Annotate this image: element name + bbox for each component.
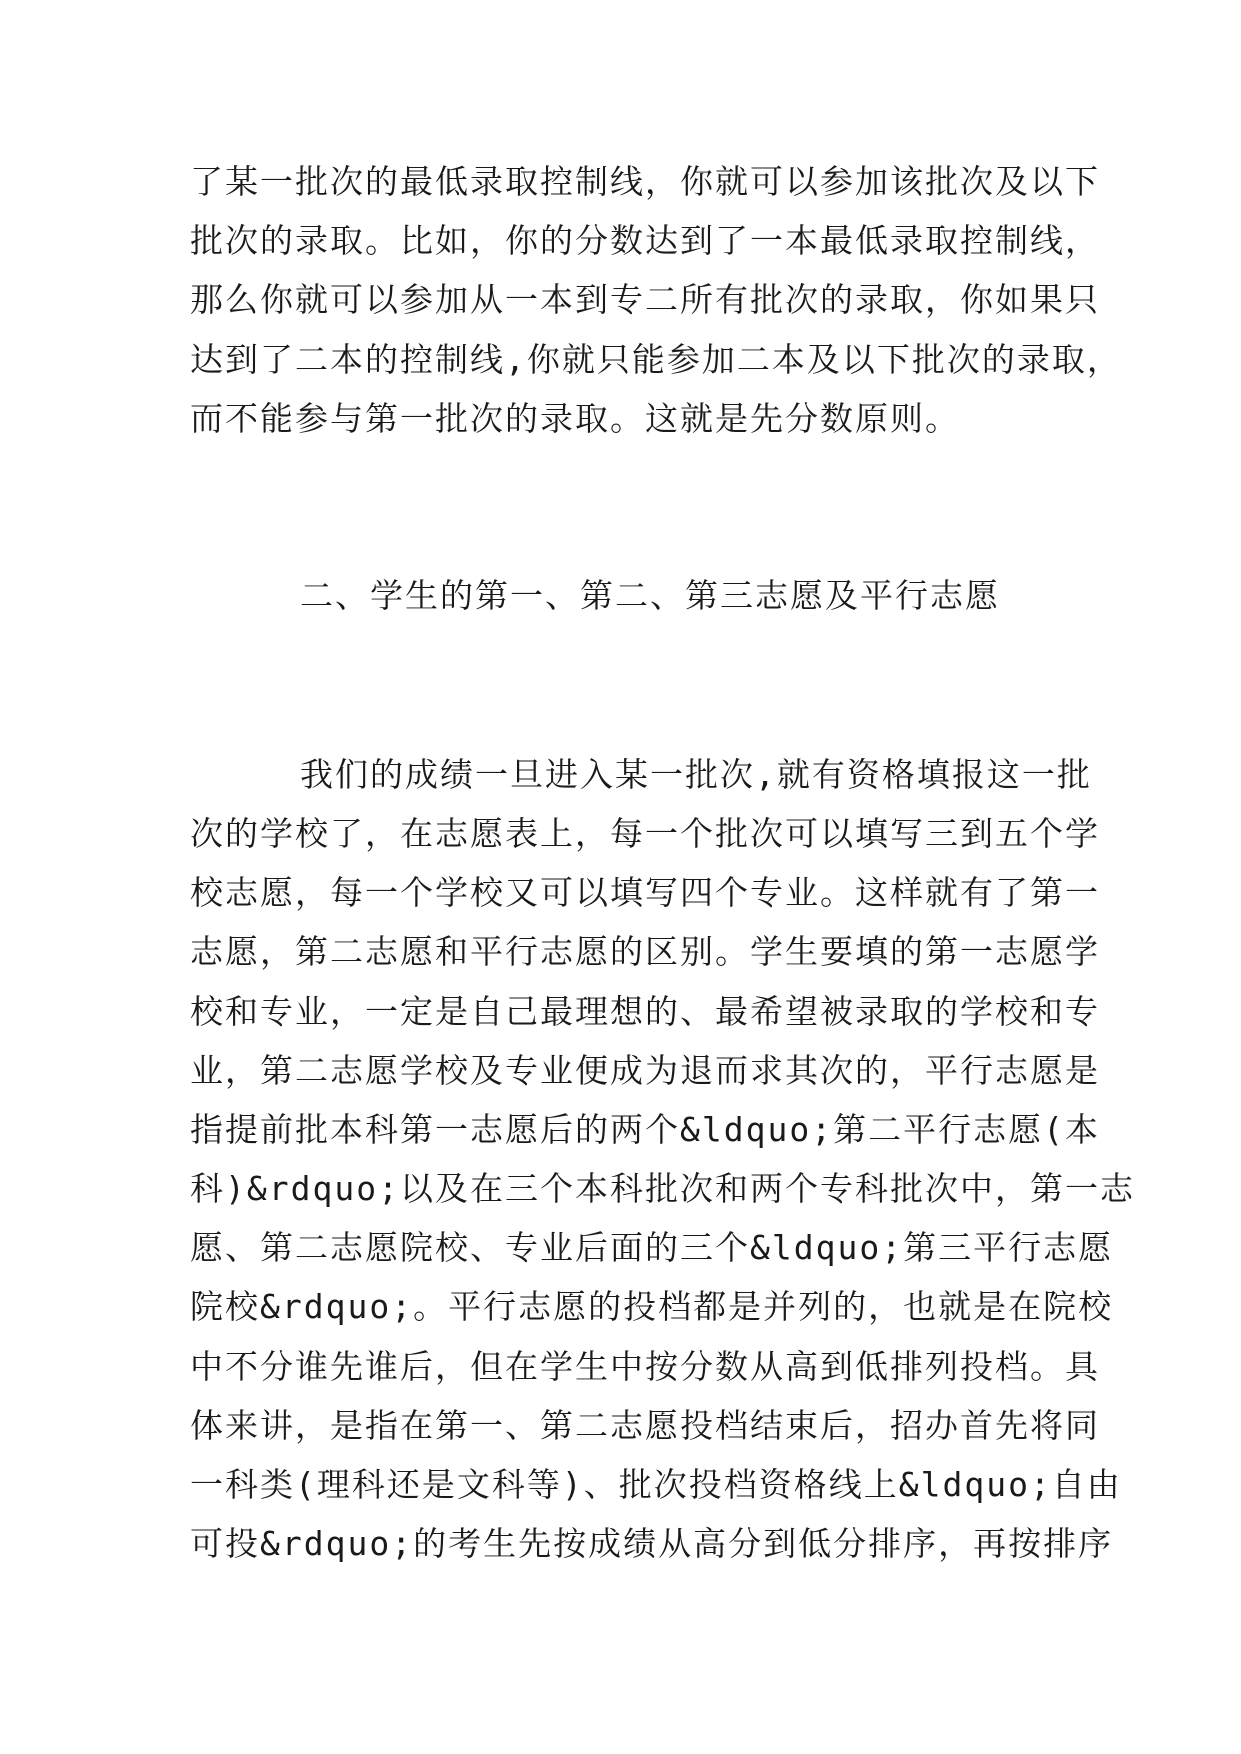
paragraph2-line-14: 可投&rdquo;的考生先按成绩从高分到低分排序，再按排序 xyxy=(190,1524,1114,1563)
paragraph2-line-2: 次的学校了，在志愿表上，每一个批次可以填写三到五个学 xyxy=(190,814,1100,853)
paragraph1-line-3: 那么你就可以参加从一本到专二所有批次的录取，你如果只 xyxy=(190,280,1100,319)
paragraph2-line-1: 我们的成绩一旦进入某一批次,就有资格填报这一批 xyxy=(300,755,1092,794)
paragraph1-line-4: 达到了二本的控制线,你就只能参加二本及以下批次的录取， xyxy=(190,340,1122,379)
paragraph2-line-13: 一科类(理科还是文科等)、批次投档资格线上&ldquo;自由 xyxy=(190,1465,1122,1504)
paragraph2-line-8: 科)&rdquo;以及在三个本科批次和两个专科批次中，第一志 xyxy=(190,1169,1135,1208)
section-heading: 二、学生的第一、第二、第三志愿及平行志愿 xyxy=(300,576,1000,615)
paragraph2-line-3: 校志愿，每一个学校又可以填写四个专业。这样就有了第一 xyxy=(190,873,1100,912)
paragraph2-line-7: 指提前批本科第一志愿后的两个&ldquo;第二平行志愿(本 xyxy=(190,1110,1100,1149)
paragraph2-line-10: 院校&rdquo;。平行志愿的投档都是并列的，也就是在院校 xyxy=(190,1287,1114,1326)
paragraph1-line-2: 批次的录取。比如，你的分数达到了一本最低录取控制线， xyxy=(190,221,1100,260)
paragraph2-line-6: 业，第二志愿学校及专业便成为退而求其次的，平行志愿是 xyxy=(190,1051,1100,1090)
paragraph1-line-5: 而不能参与第一批次的录取。这就是先分数原则。 xyxy=(190,399,960,438)
paragraph2-line-5: 校和专业，一定是自己最理想的、最希望被录取的学校和专 xyxy=(190,992,1100,1031)
paragraph2-line-12: 体来讲，是指在第一、第二志愿投档结束后，招办首先将同 xyxy=(190,1406,1100,1445)
paragraph1-line-1: 了某一批次的最低录取控制线，你就可以参加该批次及以下 xyxy=(190,162,1100,201)
paragraph2-line-9: 愿、第二志愿院校、专业后面的三个&ldquo;第三平行志愿 xyxy=(190,1228,1114,1267)
paragraph2-line-11: 中不分谁先谁后，但在学生中按分数从高到低排列投档。具 xyxy=(190,1347,1100,1386)
paragraph2-line-4: 志愿，第二志愿和平行志愿的区别。学生要填的第一志愿学 xyxy=(190,932,1100,971)
